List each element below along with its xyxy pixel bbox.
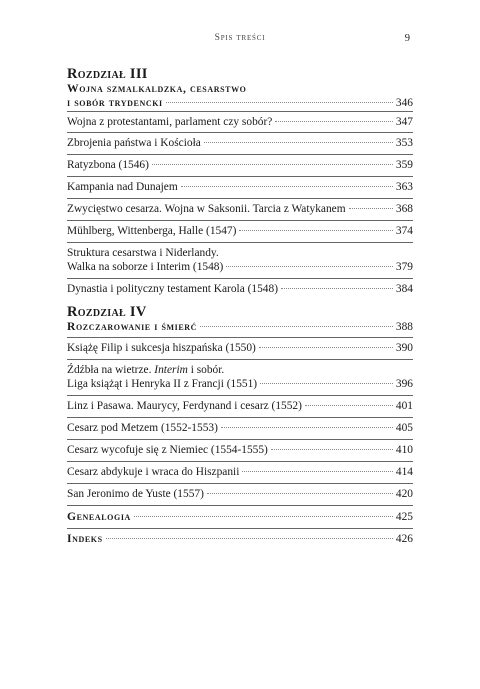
page-ref: 396: [395, 378, 413, 390]
toc-entry-text: Cesarz wycofuje się z Niemiec (1554-1555): [67, 444, 268, 456]
dot-leader: [239, 230, 392, 231]
dot-leader: [349, 208, 393, 209]
page-ref: 359: [395, 159, 413, 171]
toc-entry-text: San Jeronimo de Yuste (1557): [67, 488, 204, 500]
dot-leader: [305, 405, 393, 406]
page-ref: 353: [395, 137, 413, 149]
dot-leader: [260, 383, 393, 384]
page-ref: 401: [395, 400, 413, 412]
toc-entry: [67, 399, 413, 413]
toc-entry: [67, 465, 413, 479]
page-ref: 346: [395, 97, 413, 109]
running-head-title: Spis treści: [214, 33, 266, 43]
toc-entry-text-part: i sobór.: [187, 364, 225, 376]
page-ref: 426: [395, 533, 413, 545]
toc-entry: [67, 282, 413, 296]
page-ref: 414: [395, 466, 413, 478]
page-ref: 410: [395, 444, 413, 456]
divider: [67, 278, 413, 279]
divider: [67, 242, 413, 243]
dot-leader: [204, 142, 393, 143]
divider: [67, 176, 413, 177]
toc-entry-text: Cesarz abdykuje i wraca do Hiszpanii: [67, 466, 240, 478]
toc-entry: [67, 443, 413, 457]
divider: [67, 111, 413, 112]
chapter-4-title: [67, 320, 413, 334]
dot-leader: [281, 288, 393, 289]
chapter-4-label: Rozdział IV: [67, 304, 147, 320]
divider: [67, 395, 413, 396]
divider: [67, 461, 413, 462]
dot-leader: [152, 164, 393, 165]
toc-entry: [67, 136, 413, 150]
page-number: 9: [404, 33, 410, 44]
dot-leader: [166, 102, 393, 103]
divider: [67, 359, 413, 360]
toc-entry-text-italic: Interim: [154, 364, 188, 376]
dot-leader: [181, 186, 393, 187]
divider: [67, 439, 413, 440]
toc-entry-text: Zwycięstwo cesarza. Wojna w Saksonii. Tarcia z Watykanem: [67, 203, 346, 215]
divider: [67, 198, 413, 199]
toc-entry-genealogia: [67, 510, 413, 524]
toc-entry: [67, 115, 413, 129]
toc-entry-text: Zbrojenia państwa i Kościoła: [67, 137, 201, 149]
dot-leader: [226, 266, 393, 267]
chapter-3-title-line1: Wojna szmalkaldzka, cesarstwo: [67, 82, 247, 95]
divider: [67, 505, 413, 506]
page-ref: 368: [395, 203, 413, 215]
toc-entry-text: Kampania nad Dunajem: [67, 181, 178, 193]
dot-leader: [242, 471, 393, 472]
dot-leader: [106, 538, 393, 539]
dot-leader: [259, 347, 393, 348]
page-ref: 420: [395, 488, 413, 500]
page-ref: 347: [395, 116, 413, 128]
dot-leader: [207, 493, 393, 494]
divider: [67, 337, 413, 338]
dot-leader: [271, 449, 393, 450]
toc-entry: [67, 246, 413, 274]
toc-entry-text: [67, 363, 224, 377]
toc-entry-text-part: Źdźbła na wietrze.: [67, 364, 155, 376]
toc-entry-text: Genealogia: [67, 510, 131, 523]
page-ref: 384: [395, 283, 413, 295]
toc-entry-text: Dynastia i polityczny testament Karola (1548): [67, 283, 278, 295]
toc-entry-text: Książę Filip i sukcesja hiszpańska (1550): [67, 342, 256, 354]
chapter-3-label: Rozdział III: [67, 66, 148, 82]
page-ref: 363: [395, 181, 413, 193]
toc-entry-text: Struktura cesarstwa i Niderlandy.: [67, 247, 219, 259]
dot-leader: [221, 427, 393, 428]
chapter-3-title-line2: i sobór trydencki: [67, 96, 163, 109]
toc-entry-text: Indeks: [67, 532, 103, 545]
page-ref: 390: [395, 342, 413, 354]
toc-entry: [67, 487, 413, 501]
toc-entry: [67, 341, 413, 355]
dot-leader: [200, 326, 393, 327]
divider: [67, 528, 413, 529]
toc-entry-text: Linz i Pasawa. Maurycy, Ferdynand i cesarz (1552): [67, 400, 302, 412]
divider: [67, 154, 413, 155]
toc-entry: [67, 363, 413, 391]
chapter-3-title: [67, 82, 413, 110]
divider: [67, 220, 413, 221]
toc-entry-text: Liga książąt i Henryka II z Francji (1551): [67, 378, 258, 390]
toc-entry: [67, 180, 413, 194]
divider: [67, 132, 413, 133]
divider: [67, 417, 413, 418]
running-head: [0, 33, 480, 49]
page-ref: 388: [395, 321, 413, 333]
page-ref: 425: [395, 511, 413, 523]
toc-entry-text: Walka na soborze i Interim (1548): [67, 261, 224, 273]
toc-entry: [67, 224, 413, 238]
toc-entry-text: Mühlberg, Wittenberga, Halle (1547): [67, 225, 237, 237]
dot-leader: [275, 121, 393, 122]
page-ref: 374: [395, 225, 413, 237]
toc-entry: [67, 158, 413, 172]
toc-entry: [67, 421, 413, 435]
page-ref: 379: [395, 261, 413, 273]
toc-entry-text: Wojna z protestantami, parlament czy sobór?: [67, 116, 273, 128]
toc-entry-text: Ratyzbona (1546): [67, 159, 149, 171]
chapter-4-title-text: Rozczarowanie i śmierć: [67, 320, 198, 333]
toc-entry-text: Cesarz pod Metzem (1552-1553): [67, 422, 218, 434]
toc-entry-indeks: [67, 532, 413, 546]
dot-leader: [134, 516, 393, 517]
toc-entry: [67, 202, 413, 216]
divider: [67, 483, 413, 484]
page-ref: 405: [395, 422, 413, 434]
